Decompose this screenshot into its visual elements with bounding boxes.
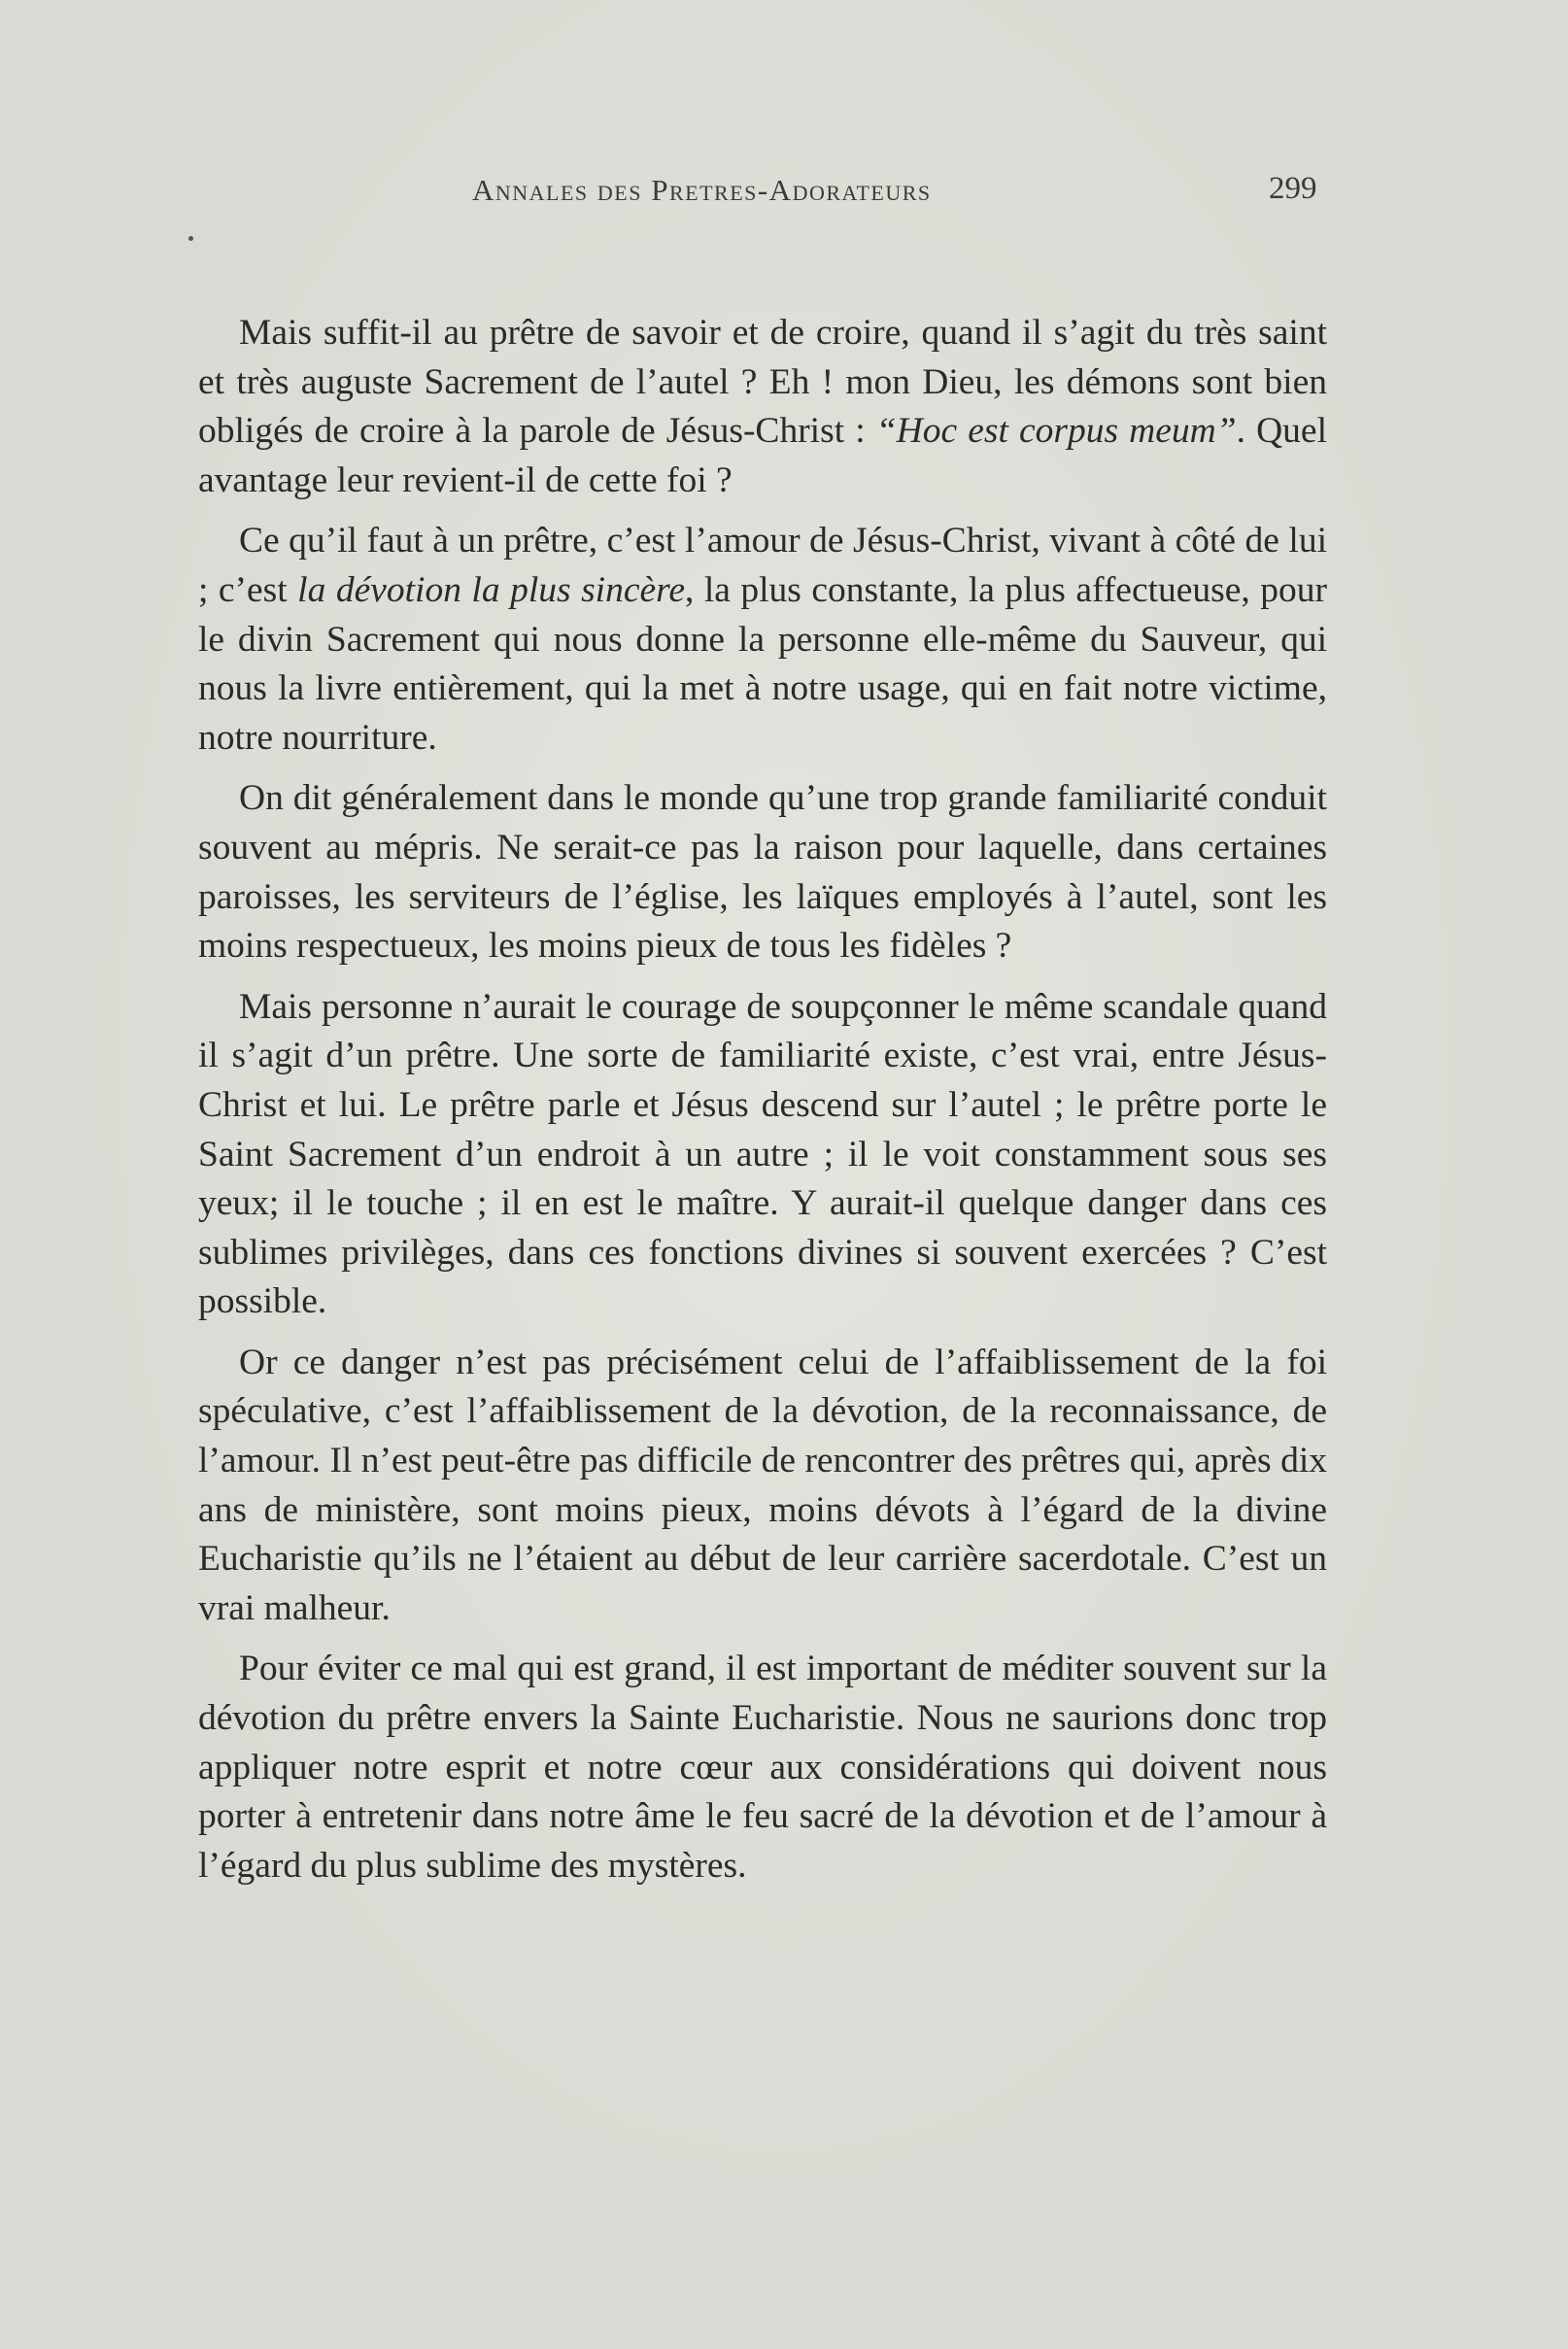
paragraph-text: , la plus constante, la plus affectueuse, pour le divin Sacrement qui nous donne la personne elle-même du Sauveur, qui nous la livre entièrement, qui la met à notre usage, qui en fait notre victime, notre nourriture. — [198, 569, 1327, 758]
paragraph — [198, 517, 1327, 763]
emphasis-text: la dévotion la plus sincère — [297, 569, 685, 610]
paragraph-text: . Quel avantage leur revient-il de cette foi ? — [198, 411, 1327, 500]
paragraph — [198, 1339, 1327, 1634]
paragraph-text: Or ce danger n’est pas précisément celui de l’affaiblissement de la foi spéculative, c’est l’affaiblissement de la dévotion, de la reconnaissance, de l’amour. Il n’est peut-être pas difficile de rencontrer des prêtres qui, après dix ans de ministère, sont moins pieux, moins dévots à l’égard de la divine Eucharistie qu’ils ne l’étaient au début de leur carrière sacerdotale. C’est un vrai malheur. — [198, 1342, 1327, 1628]
body-text — [198, 309, 1327, 1902]
page-header — [0, 167, 1568, 216]
paragraph-text: On dit généralement dans le monde qu’une trop grande familiarité conduit souvent au mépris. Ne serait-ce pas la raison pour laquelle, dans certaines paroisses, les serviteurs de l’église, les laïques employés à l’autel, sont les moins respectueux, les moins pieux de tous les fidèles ? — [198, 778, 1327, 967]
latin-quote: “Hoc est corpus meum” — [875, 411, 1237, 452]
paragraph — [198, 1645, 1327, 1890]
page-number: 299 — [1269, 171, 1317, 206]
running-title: Annales des Pretres-Adorateurs — [472, 173, 932, 207]
paragraph-text: Pour éviter ce mal qui est grand, il est important de méditer souvent sur la dévotion du prêtre envers la Sainte Eucharistie. Nous ne saurions donc trop appliquer notre esprit et notre cœur aux considérations qui doivent nous porter à entretenir dans notre âme le feu sacré de la dévotion et de l’amour à l’égard du plus sublime des mystères. — [198, 1649, 1327, 1886]
ink-speck — [188, 236, 193, 241]
paragraph — [198, 774, 1327, 970]
paragraph — [198, 309, 1327, 505]
paragraph-text: Mais suffit-il au prêtre de savoir et de croire, quand il s’agit du très saint et très auguste Sacrement de l’autel ? Eh ! mon Dieu, les démons sont bien obligés de croire à la parole de Jésus-Christ : — [198, 313, 1327, 452]
paragraph-text: Mais personne n’aurait le courage de soupçonner le même scandale quand il s’agit d’un prêtre. Une sorte de familiarité existe, c’est vrai, entre Jésus-Christ et lui. Le prêtre parle et Jésus descend sur l’autel ; le prêtre porte le Saint Sacrement d’un endroit à un autre ; il le voit constamment sous ses yeux; il le touche ; il en est le maître. Y aurait-il quelque danger dans ces sublimes privilèges, dans ces fonctions divines si souvent exercées ? C’est possible. — [198, 986, 1327, 1322]
paragraph-text: Ce qu’il faut à un prêtre, c’est l’amour de Jésus-Christ, vivant à côté de lui ; c’est — [198, 521, 1327, 610]
paragraph — [198, 983, 1327, 1327]
